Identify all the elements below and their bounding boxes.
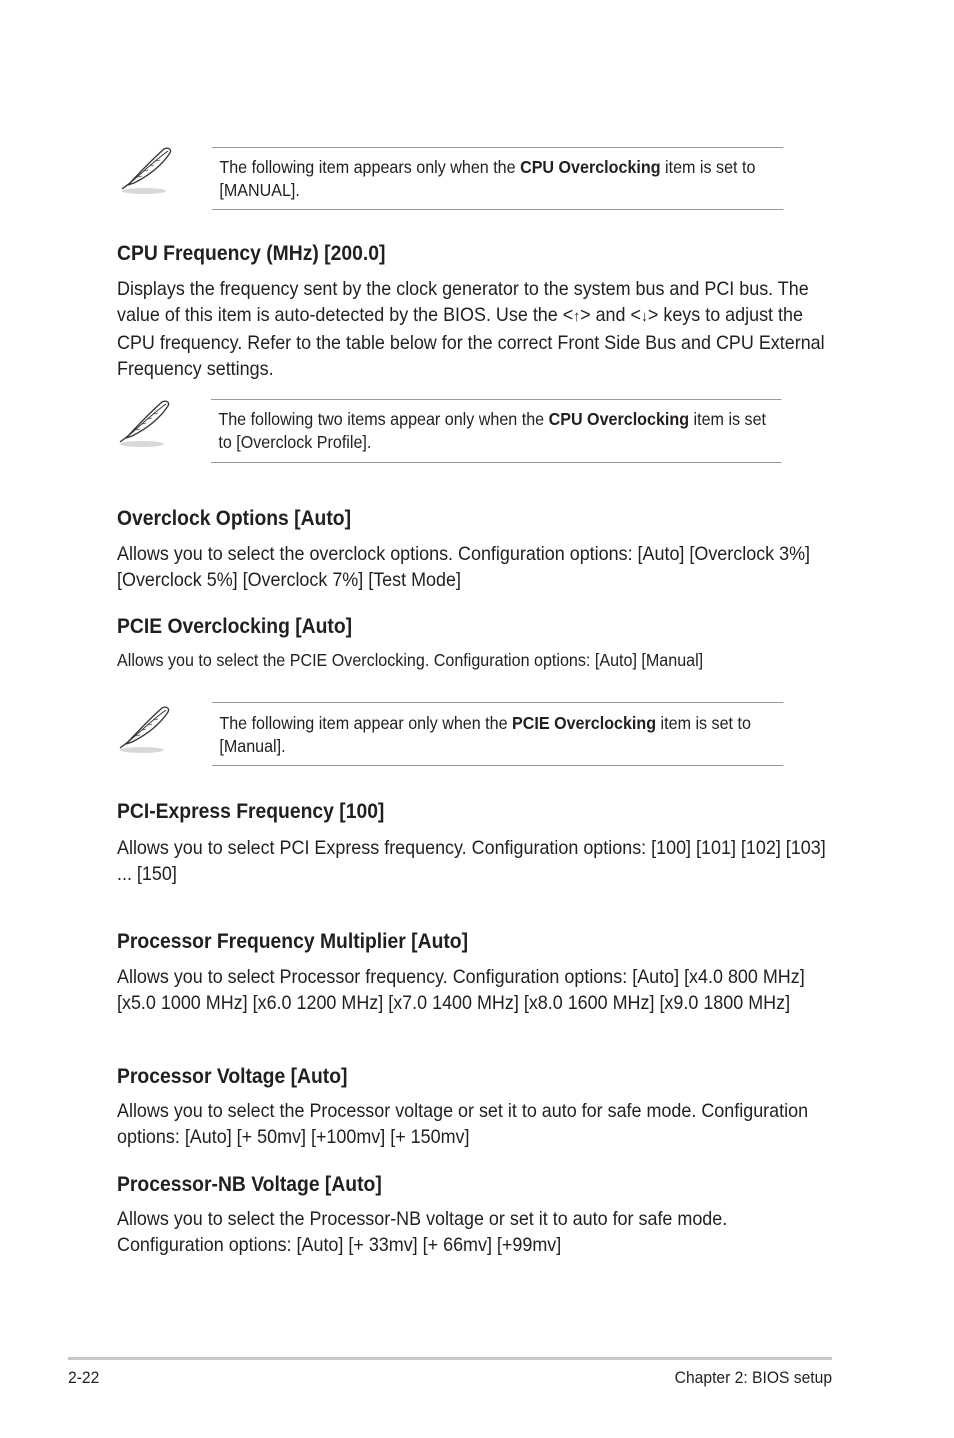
section-body: Allows you to select the Processor-NB voltage or set it to auto for safe mode. Configuration options: [Auto] [+ 33mv] [+ 66mv] [+99mv] [117, 1208, 728, 1256]
up-arrow-icon: ↑ [573, 308, 581, 325]
section-title: Overclock Options [Auto] [117, 507, 352, 530]
note-box: The following two items appear only when the CPU Overclocking item is set to [Overclock Profile]. [211, 399, 781, 463]
section-body: Allows you to select Processor frequency. Configuration options: [Auto] [x4.0 800 MHz] [x5.0 1000 MHz] [x6.0 1200 MHz] [x7.0 1400 MHz] [x8.0 1600 MHz] [x9.0 1800 MHz] [117, 966, 805, 1014]
note-feather-icon [116, 143, 176, 195]
section-body: Displays the frequency sent by the clock generator to the system bus and PCI bus. The value of this item is auto-detected by the BIOS. Use the <↑> and <↓> keys to adjust the CPU frequency. Refer to the table below for the correct Front Side Bus and CPU External Frequency settings. [117, 278, 825, 380]
section-title: CPU Frequency (MHz) [200.0] [117, 242, 386, 265]
note-box: The following item appears only when the CPU Overclocking item is set to [MANUAL]. [212, 147, 783, 210]
chapter-label: Chapter 2: BIOS setup [674, 1368, 832, 1387]
section-body: Allows you to select the Processor voltage or set it to auto for safe mode. Configuration options: [Auto] [+ 50mv] [+100mv] [+ 150mv] [117, 1100, 809, 1148]
footer-divider [68, 1357, 832, 1360]
section-body: Allows you to select PCI Express frequency. Configuration options: [100] [101] [102] [103] ... [150] [117, 837, 826, 885]
section-title: Processor-NB Voltage [Auto] [117, 1173, 382, 1196]
section-title: PCI-Express Frequency [100] [117, 800, 385, 823]
section-title: Processor Frequency Multiplier [Auto] [117, 930, 469, 953]
note-feather-icon [114, 702, 174, 754]
down-arrow-icon: ↓ [640, 308, 648, 325]
page-number: 2-22 [68, 1368, 100, 1387]
section-body: Allows you to select the PCIE Overclocking. Configuration options: [Auto] [Manual] [117, 650, 704, 670]
section-body: Allows you to select the overclock options. Configuration options: [Auto] [Overclock 3%] [Overclock 5%] [Overclock 7%] [Test Mode] [117, 543, 811, 591]
note-feather-icon [114, 396, 174, 448]
section-title: PCIE Overclocking [Auto] [117, 615, 353, 638]
section-title: Processor Voltage [Auto] [117, 1065, 348, 1088]
note-box: The following item appear only when the PCIE Overclocking item is set to [Manual]. [212, 702, 783, 766]
